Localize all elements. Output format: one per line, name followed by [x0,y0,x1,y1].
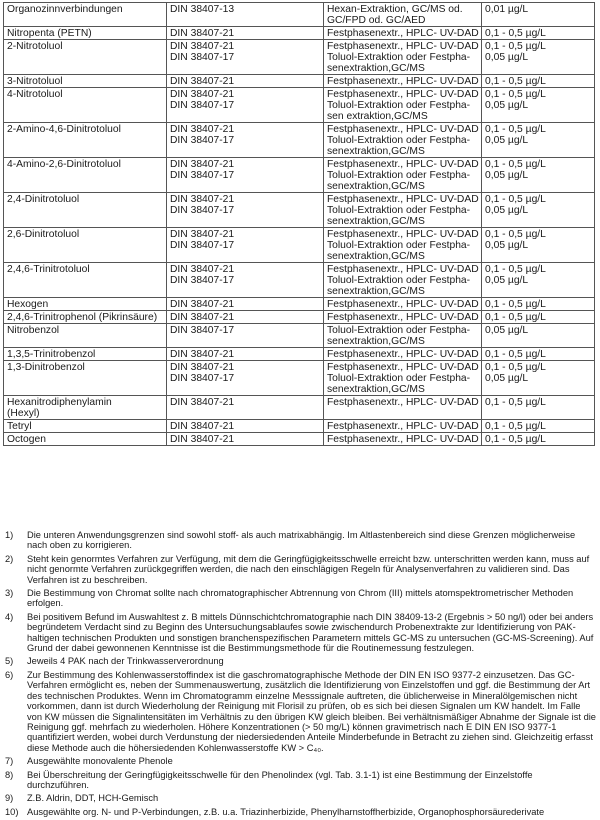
procedure-cell [324,361,482,396]
procedure-text: Toluol-Extraktion oder Festpha- [327,52,471,63]
footnote-text: Die unteren Anwendungsgrenzen sind sowohl stoff- als auch matrixabhängig. Im Altlastenbereich sind diese Grenzen möglicherweise nach oben zu korrigieren. [27,530,576,551]
substance-name: Hexanitrodiphenylamin [7,397,112,408]
footnote-text: Die Bestimmung von Chromat sollte nach chromatographischer Abtrennung von Chrom (III) mittels atomspektrometrischer Methoden erfolgen. [27,588,574,609]
procedure-text: senextraktion,GC/MS [327,216,425,227]
footnote-number: 5) [5,656,14,667]
method-cell [167,420,324,433]
procedure-text: senextraktion,GC/MS [327,286,425,297]
threshold-value: 0,05 µg/L [485,205,529,216]
threshold-cell [482,123,595,158]
threshold-value: 0,1 - 0,5 µg/L [485,421,546,432]
threshold-value: 0,05 µg/L [485,170,529,181]
method-cell [167,3,324,27]
table-row [4,228,595,263]
procedure-cell [324,433,482,446]
footnote-number: 2) [5,553,14,564]
footnote-number: 8) [5,769,14,780]
method-standard: DIN 38407-21 [170,89,235,100]
threshold-value: 0,1 - 0,5 µg/L [485,349,546,360]
substance-cell [4,158,167,193]
procedure-cell [324,263,482,298]
table-body [4,3,595,446]
threshold-cell [482,396,595,420]
procedure-text: senextraktion,GC/MS [327,384,425,395]
procedure-text: Festphasenextr., HPLC- UV-DAD [327,362,479,373]
footnote-number: 9) [5,793,14,804]
substance-cell [4,40,167,75]
table-row [4,298,595,311]
procedure-text: senextraktion,GC/MS [327,251,425,262]
footnote-number: 4) [5,611,14,622]
procedure-cell [324,228,482,263]
footnote [3,770,597,791]
method-standard: DIN 38407-21 [170,312,235,323]
footnote [3,656,597,666]
table-row [4,361,595,396]
footnote-text: Bei positivem Befund im Auswahltest z. B mittels Dünnschichtchromatographie nach DIN 38409-13-2 (Ergebnis > 50 ng/l) oder bei anders begründetem Verdacht sind zu Beginn des Untersuchungsablaufes sowie zwischendurch Probenextrakte zur Identifizierung von PAK-haltigen technischen Produkten und sonstigen branchenspezifischen Parametern mittels GC-MS zu untersuchen (GC-MS-Screening). Auf Grund der dabei gewonnenen Kenntnisse ist die Bestimmungsmethode für die Routinemessung festzulegen. [27,611,594,654]
method-cell [167,40,324,75]
footnote-number: 6) [5,669,14,680]
substance-cell [4,3,167,27]
footnote-text: Ausgewählte monovalente Phenole [27,756,173,767]
substance-name: 4-Nitrotoluol [7,89,63,100]
threshold-value: 0,1 - 0,5 µg/L [485,229,546,240]
substance-cell [4,88,167,123]
substance-name: 2-Nitrotoluol [7,41,63,52]
threshold-cell [482,75,595,88]
procedure-cell [324,123,482,158]
threshold-value: 0,1 - 0,5 µg/L [485,194,546,205]
threshold-cell [482,27,595,40]
threshold-value: 0,1 - 0,5 µg/L [485,124,546,135]
threshold-cell [482,158,595,193]
substance-cell [4,311,167,324]
threshold-value: 0,1 - 0,5 µg/L [485,28,546,39]
footnote-text: Jeweils 4 PAK nach der Trinkwasserverordnung [27,656,224,667]
procedure-text: senextraktion,GC/MS [327,181,425,192]
method-standard: DIN 38407-21 [170,159,235,170]
procedure-text: Toluol-Extraktion oder Festpha- [327,325,471,336]
threshold-value: 0,05 µg/L [485,52,529,63]
method-standard: DIN 38407-17 [170,100,235,111]
procedure-cell [324,311,482,324]
threshold-value: 0,05 µg/L [485,275,529,286]
threshold-cell [482,311,595,324]
method-standard: DIN 38407-21 [170,397,235,408]
method-cell [167,123,324,158]
procedure-cell [324,27,482,40]
method-cell [167,27,324,40]
threshold-cell [482,433,595,446]
method-cell [167,348,324,361]
procedure-text: sen extraktion,GC/MS [327,111,428,122]
method-standard: DIN 38407-21 [170,362,235,373]
procedure-text: Toluol-Extraktion oder Festpha- [327,205,471,216]
substance-cell [4,75,167,88]
procedure-text: Toluol-Extraktion oder Festpha- [327,240,471,251]
substance-cell [4,193,167,228]
substance-name: 4-Amino-2,6-Dinitrotoluol [7,159,121,170]
table-row [4,158,595,193]
substance-name-continued: (Hexyl) [7,408,40,419]
substance-cell [4,27,167,40]
method-cell [167,361,324,396]
footnote-number: 10) [5,806,19,817]
threshold-cell [482,263,595,298]
table-row [4,263,595,298]
method-standard: DIN 38407-21 [170,434,235,445]
substance-name: 3-Nitrotoluol [7,76,63,87]
threshold-value: 0,1 - 0,5 µg/L [485,159,546,170]
method-standard: DIN 38407-17 [170,240,235,251]
substance-name: Organozinnverbindungen [7,4,123,15]
procedure-cell [324,40,482,75]
substance-name: 2,4,6-Trinitrophenol (Pikrinsäure) [7,312,158,323]
footnote [3,612,597,654]
procedure-text: Festphasenextr., HPLC- UV-DAD [327,159,479,170]
procedure-text: Festphasenextr., HPLC- UV-DAD [327,124,479,135]
footnote-number: 7) [5,756,14,767]
substance-name: Tetryl [7,421,32,432]
table-row [4,27,595,40]
table-row [4,193,595,228]
substance-name: 2-Amino-4,6-Dinitrotoluol [7,124,121,135]
substance-cell [4,433,167,446]
method-standard: DIN 38407-21 [170,229,235,240]
procedure-text: Toluol-Extraktion oder Festpha- [327,373,471,384]
footnote-number: 3) [5,588,14,599]
threshold-cell [482,298,595,311]
substance-name: 2,4-Dinitrotoluol [7,194,80,205]
procedure-text: Festphasenextr., HPLC- UV-DAD [327,264,479,275]
table-row [4,75,595,88]
method-standard: DIN 38407-17 [170,325,235,336]
procedure-cell [324,88,482,123]
threshold-cell [482,228,595,263]
footnote [3,530,597,551]
threshold-cell [482,324,595,348]
method-standard: DIN 38407-17 [170,170,235,181]
footnote [3,588,597,609]
procedure-text: Toluol-Extraktion oder Festpha- [327,100,471,111]
threshold-value: 0,1 - 0,5 µg/L [485,89,546,100]
method-cell [167,324,324,348]
threshold-cell [482,361,595,396]
procedure-text: Festphasenextr., HPLC- UV-DAD [327,349,479,360]
table-row [4,396,595,420]
table-row [4,3,595,27]
method-standard: DIN 38407-21 [170,264,235,275]
footnote [3,793,597,803]
substance-cell [4,324,167,348]
threshold-value: 0,1 - 0,5 µg/L [485,76,546,87]
table-row [4,88,595,123]
table-row [4,433,595,446]
footnote-text: Ausgewählte org. N- und P-Verbindungen, z.B. u.a. Triazinherbizide, Phenylharnstoffherbizide, Organophosphorsäurederivate [27,806,545,817]
threshold-cell [482,193,595,228]
procedure-cell [324,324,482,348]
procedure-text: senextraktion,GC/MS [327,336,425,347]
procedure-cell [324,298,482,311]
substance-cell [4,348,167,361]
substance-name: 1,3,5-Trinitrobenzol [7,349,96,360]
substance-name: Hexogen [7,299,49,310]
procedure-text: Toluol-Extraktion oder Festpha- [327,170,471,181]
method-cell [167,311,324,324]
threshold-value: 0,1 - 0,5 µg/L [485,264,546,275]
method-cell [167,193,324,228]
method-standard: DIN 38407-21 [170,194,235,205]
procedure-text: Toluol-Extraktion oder Festpha- [327,135,471,146]
procedure-text: Festphasenextr., HPLC- UV-DAD [327,299,479,310]
substance-name: 1,3-Dinitrobenzol [7,362,85,373]
threshold-cell [482,88,595,123]
threshold-value: 0,05 µg/L [485,135,529,146]
procedure-cell [324,348,482,361]
method-cell [167,228,324,263]
threshold-value: 0,05 µg/L [485,373,529,384]
table-row [4,420,595,433]
method-standard: DIN 38407-17 [170,205,235,216]
method-standard: DIN 38407-17 [170,373,235,384]
table-row [4,348,595,361]
substance-cell [4,396,167,420]
table-row [4,311,595,324]
threshold-value: 0,1 - 0,5 µg/L [485,362,546,373]
threshold-cell [482,3,595,27]
table-row [4,40,595,75]
footnote [3,670,597,753]
substance-name: 2,4,6-Trinitrotoluol [7,264,90,275]
threshold-value: 0,01 µg/L [485,4,529,15]
procedure-text: Festphasenextr., HPLC- UV-DAD [327,76,479,87]
procedure-text: Festphasenextr., HPLC- UV-DAD [327,28,479,39]
footnote-text: Bei Überschreitung der Geringfügigkeitsschwelle für den Phenolindex (vgl. Tab. 3.1-1) ist eine Bestimmung der Einzelstoffe durchzuführen. [27,769,533,790]
method-cell [167,433,324,446]
procedure-text: Festphasenextr., HPLC- UV-DAD [327,194,479,205]
procedure-text: senextraktion,GC/MS [327,63,425,74]
substance-cell [4,361,167,396]
method-standard: DIN 38407-21 [170,76,235,87]
footnote [3,554,597,585]
table-row [4,123,595,158]
method-standard: DIN 38407-17 [170,52,235,63]
substance-cell [4,420,167,433]
footnote-number: 1) [5,530,14,540]
threshold-value: 0,1 - 0,5 µg/L [485,312,546,323]
threshold-value: 0,05 µg/L [485,325,529,336]
method-cell [167,263,324,298]
footnotes [3,530,597,820]
method-standard: DIN 38407-21 [170,124,235,135]
threshold-cell [482,40,595,75]
substance-name: Nitropenta (PETN) [7,28,92,39]
method-standard: DIN 38407-21 [170,28,235,39]
substance-cell [4,298,167,311]
procedure-text: Festphasenextr., HPLC- UV-DAD [327,312,479,323]
procedure-cell [324,420,482,433]
procedure-text: Hexan-Extraktion, GC/MS od. [327,4,463,15]
procedure-text: Festphasenextr., HPLC- UV-DAD [327,397,479,408]
method-cell [167,298,324,311]
procedure-cell [324,3,482,27]
footnote [3,756,597,766]
threshold-value: 0,1 - 0,5 µg/L [485,41,546,52]
substance-name: 2,6-Dinitrotoluol [7,229,80,240]
method-standard: DIN 38407-21 [170,349,235,360]
substance-name: Octogen [7,434,46,445]
method-standard: DIN 38407-21 [170,421,235,432]
method-standard: DIN 38407-21 [170,299,235,310]
method-cell [167,396,324,420]
method-cell [167,75,324,88]
footnote-text: Zur Bestimmung des Kohlenwasserstoffindex ist die gaschromatographische Methode der DIN EN ISO 9377-2 einzusetzen. Das GC-Verfahren ermöglicht es, neben der Summenauswertung, zusätzlich die Identifizierung von Einzelstoffen und ggf. die Bestimmung der Art des technischen Produktes. Wenn im Chromatogramm einzelne Messsignale auftreten, die üblicherweise in Mineralölgemischen nicht vorkommen, dann ist durch Wiederholung der Reinigung mit Florisil zu prüfen, ob es sich bei diesen Signalen um KW handelt. Im Falle von KW müssen die Signalintensitäten im Verhältnis zu den übrigen KW gleich bleiben. Bei verhältnismäßiger Abnahme der Signale ist die Reinigung ggf. mehrfach zu wiederholen. Höhere Konzentrationen (> 50 mg/L) können gravimetrisch nach E DIN EN ISO 9377-1 quantifiziert werden, wobei durch Verdunstung der niedersiedenden Anteile Minderbefunde in Betracht zu ziehen sind. Gleichzeitig erfasst diese Methode auch die höhersiedenden Kohlenwasserstoffe KW > C₄₀. [27,669,596,753]
table-row [4,324,595,348]
analysis-methods-table [3,2,595,446]
procedure-text: Festphasenextr., HPLC- UV-DAD [327,89,479,100]
footnote-text: Steht kein genormtes Verfahren zur Verfügung, mit dem die Geringfügigkeitsschwelle erreicht bzw. unterschritten werden kann, muss auf nicht genormte Verfahren zurückgegriffen werden, die nach den einschlägigen Regeln für Analysenverfahren zu validieren sind. Das Verfahren ist zu beschreiben. [27,553,590,585]
method-standard: DIN 38407-21 [170,41,235,52]
method-cell [167,158,324,193]
procedure-text: Festphasenextr., HPLC- UV-DAD [327,41,479,52]
threshold-value: 0,1 - 0,5 µg/L [485,397,546,408]
threshold-value: 0,05 µg/L [485,240,529,251]
threshold-value: 0,1 - 0,5 µg/L [485,434,546,445]
threshold-cell [482,420,595,433]
threshold-value: 0,1 - 0,5 µg/L [485,299,546,310]
method-standard: DIN 38407-17 [170,275,235,286]
threshold-value: 0,05 µg/L [485,100,529,111]
procedure-text: GC/FPD od. GC/AED [327,15,426,26]
substance-cell [4,263,167,298]
procedure-text: Festphasenextr., HPLC- UV-DAD [327,434,479,445]
procedure-text: senextraktion,GC/MS [327,146,425,157]
procedure-cell [324,75,482,88]
method-cell [167,88,324,123]
substance-cell [4,123,167,158]
method-standard: DIN 38407-17 [170,135,235,146]
method-standard: DIN 38407-13 [170,4,235,15]
procedure-text: Festphasenextr., HPLC- UV-DAD [327,229,479,240]
substance-cell [4,228,167,263]
procedure-cell [324,396,482,420]
threshold-cell [482,348,595,361]
substance-name: Nitrobenzol [7,325,60,336]
procedure-text: Toluol-Extraktion oder Festpha- [327,275,471,286]
footnote-text: Z.B. Aldrin, DDT, HCH-Gemisch [27,793,159,804]
procedure-cell [324,193,482,228]
procedure-cell [324,158,482,193]
procedure-text: Festphasenextr., HPLC- UV-DAD [327,421,479,432]
